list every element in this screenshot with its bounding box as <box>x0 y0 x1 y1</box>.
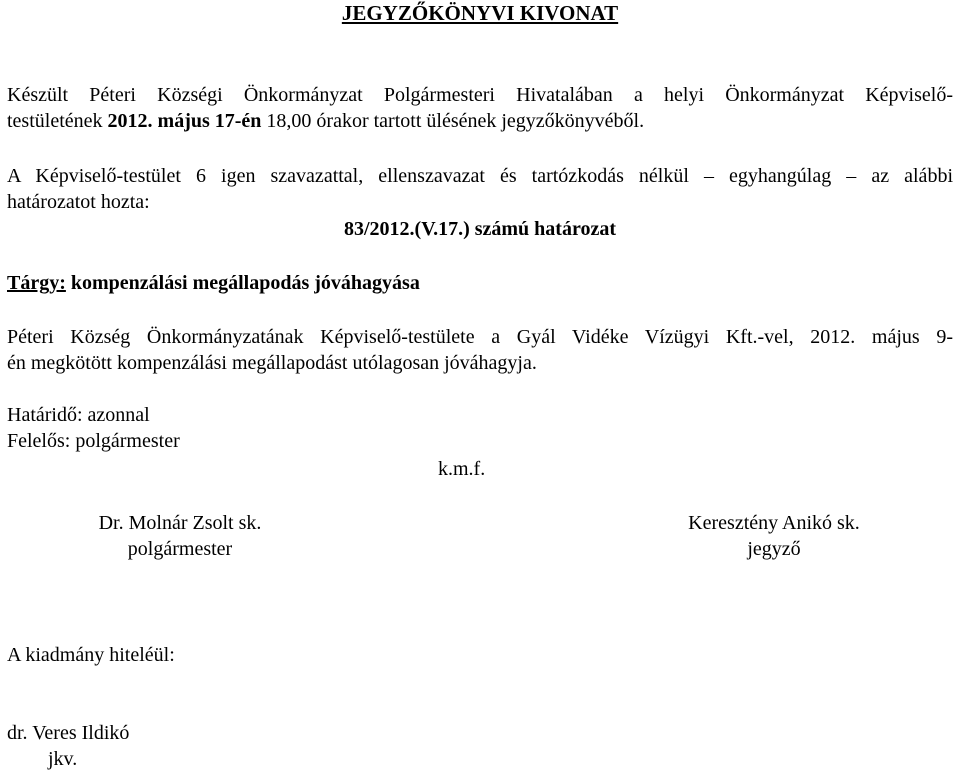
body-line-2: én megkötött kompenzálási megállapodást utólagosan jóváhagyja. <box>7 352 537 374</box>
subject-label: Tárgy: <box>7 272 66 294</box>
subject-text: kompenzálási megállapodás jóváhagyása <box>65 272 420 294</box>
intro-line-2-start: testületének <box>7 110 108 132</box>
vote-line-1: A Képviselő-testület 6 igen szavazattal, ellenszavazat és tartózkodás nélkül – egyhangúlag – az alábbi <box>7 165 953 187</box>
mayor-signature-block <box>40 510 320 562</box>
mayor-title: polgármester <box>127 538 233 560</box>
resolution-label: számú határozat <box>469 218 617 240</box>
mayor-name: Dr. Molnár Zsolt sk. <box>98 512 262 534</box>
kmf-text: k.m.f. <box>438 458 486 480</box>
vote-line-2: határozatot hozta: <box>7 191 150 213</box>
notary-name: Keresztény Anikó sk. <box>688 512 860 534</box>
document-title: JEGYZŐKÖNYVI KIVONAT <box>341 1 619 25</box>
resolution-body <box>7 324 953 376</box>
responsible-text: Felelős: polgármester <box>7 430 180 452</box>
subject-line <box>7 270 420 296</box>
vote-paragraph <box>7 163 953 215</box>
notary-title: jegyző <box>747 538 801 560</box>
body-line-1: Péteri Község Önkormányzatának Képviselő-testülete a Gyál Vidéke Vízügyi Kft.-vel, 2012. május 9- <box>7 326 953 348</box>
resolution-heading <box>0 216 960 242</box>
certification-label: A kiadmány hiteléül: <box>7 644 175 666</box>
intro-paragraph <box>7 82 953 134</box>
meeting-date: 2012. május 17-én <box>107 110 262 132</box>
certifier-name: dr. Veres Ildikó <box>7 722 130 744</box>
certifier-title: jkv. <box>48 748 78 770</box>
intro-line-2-end: 18,00 órakor tartott ülésének jegyzőkönyvéből. <box>261 110 645 132</box>
intro-line-1: Készült Péteri Községi Önkormányzat Polgármesteri Hivatalában a helyi Önkormányzat Képviselő- <box>7 84 953 106</box>
deadline-text: Határidő: azonnal <box>7 404 150 426</box>
notary-signature-block <box>634 510 914 562</box>
resolution-number: 83/2012.(V.17.) <box>343 218 470 240</box>
intro-line-2 <box>7 108 953 134</box>
